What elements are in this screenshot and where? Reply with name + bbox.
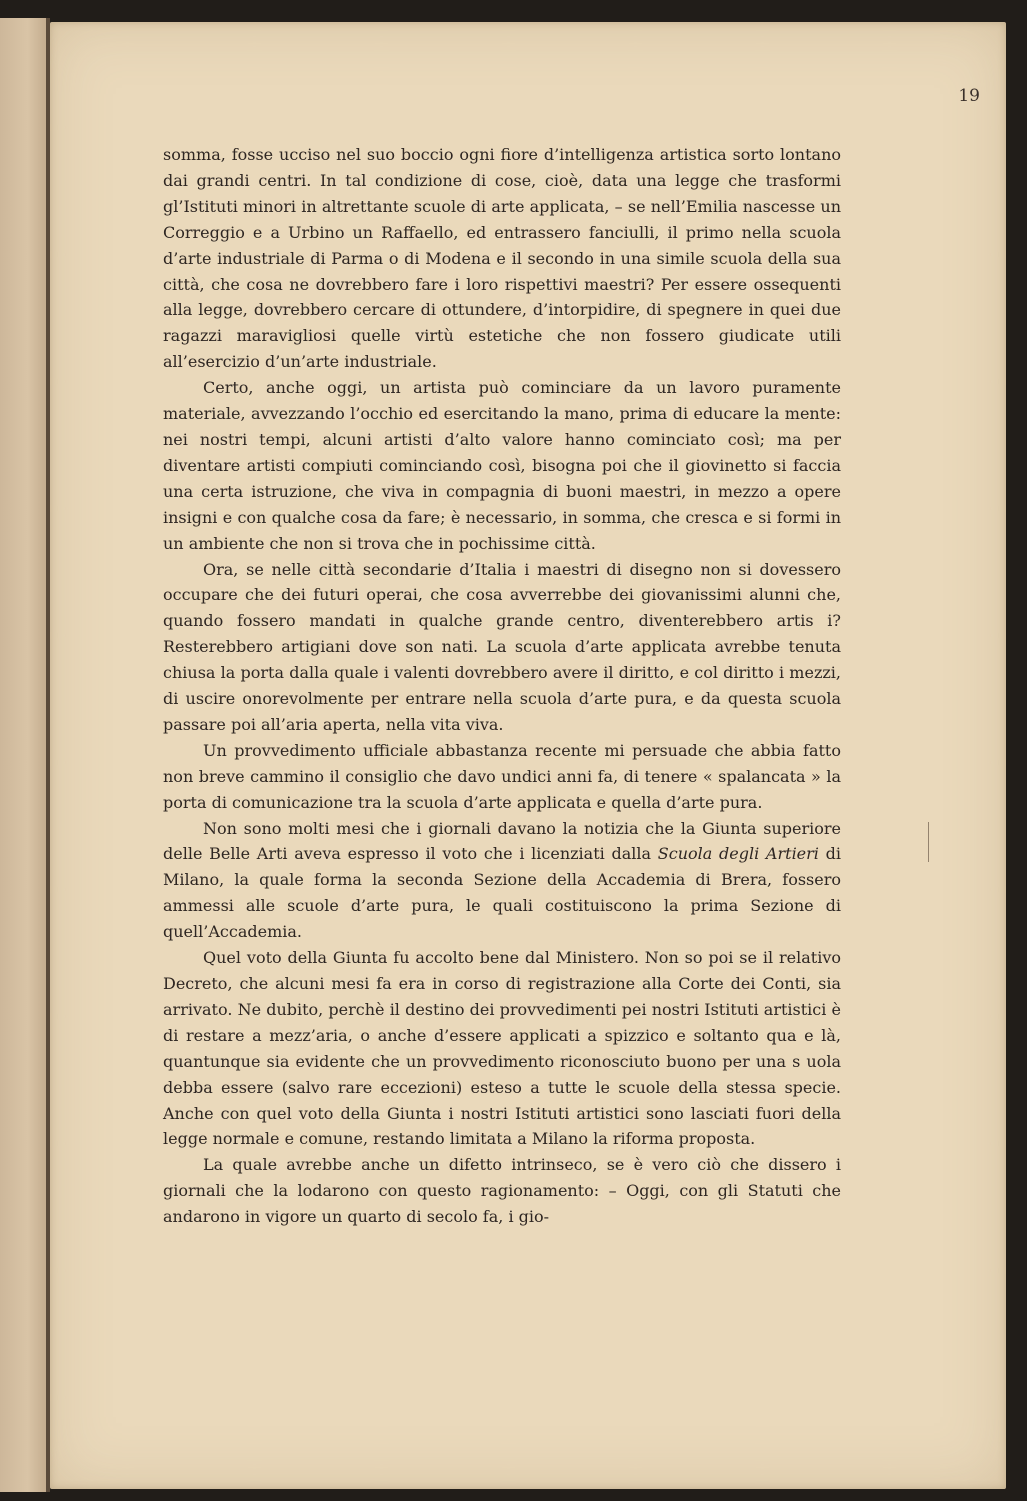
paragraph-2: Certo, anche oggi, un artista può cominciare da un lavoro puramente materiale, avvezzando l’occhio ed esercitando la mano, prima di educare la mente: nei nostri tempi, alcuni artisti d’alto valore hanno cominciato così; ma per diventare artisti compiuti cominciando così, bisogna poi che il giovinetto si faccia una certa istruzione, che viva in compagnia di buoni maestri, in mezzo a opere insigni e con qualche cosa da fare; è necessario, in somma, che cresca e si formi in un ambiente che non si trova che in pochissime città. (163, 378, 841, 553)
paragraph-4: Un provvedimento ufficiale abbastanza recente mi persuade che abbia fatto non breve cammino il consiglio che davo undici anni fa, di tenere « spalancata » la porta di comunicazione tra la scuola d’arte applicata e quella d’arte pura. (163, 740, 841, 812)
paragraph-7: La quale avrebbe anche un difetto intrinseco, se è vero ciò che dissero i giornali che la lodarono con questo ragionamento: – Oggi, con gli Statuti che andarono in vigore un quarto di secolo fa, i gio- (163, 1155, 841, 1227)
paragraph-5-end: di Milano, la quale forma la seconda Sezione della Accademia di Brera, fossero ammessi alle scuole d’arte pura, le quali costituiscono la prima Sezione di quell’Accademia. (163, 844, 842, 942)
paragraph-5 (163, 816, 841, 946)
paragraph-3: Ora, se nelle città secondarie d’Italia i maestri di disegno non si dovessero occupare che dei futuri operai, che cosa avverrebbe dei giovanissimi alunni che, quando fossero mandati in qualche grande centro, diventerebbero artis i? Resterebbero artigiani dove son nati. La scuola d’arte applicata avrebbe tenuta chiusa la porta dalla quale i valenti dovrebbero avere il diritto, e col diritto i mezzi, di uscire onorevolmente per entrare nella scuola d’arte pura, e da questa scuola passare poi all’aria aperta, nella vita viva. (163, 559, 841, 734)
previous-page-edge (0, 18, 46, 1492)
paragraph-5-start: Non sono molti mesi che i giornali davano la notizia che la Giunta superiore delle Belle Arti aveva espresso il voto che i licenziati dalla (163, 818, 841, 864)
book-page (50, 22, 1006, 1489)
paragraph-6: Quel voto della Giunta fu accolto bene dal Ministero. Non so poi se il relativo Decreto, che alcuni mesi fa era in corso di registrazione alla Corte dei Conti, sia arrivato. Ne dubito, perchè il destino dei provvedimenti pei nostri Istituti artistici è di restare a mezz’aria, o anche d’essere applicati a spizzico e soltanto qua e là, quantunque sia evidente che un provvedimento riconosciuto buono per una s uola debba essere (salvo rare eccezioni) esteso a tutte le scuole della stessa specie. Anche con quel voto della Giunta i nostri Istituti artistici sono lasciati fuori della legge normale e comune, restando limitata a Milano la riforma proposta. (163, 948, 841, 1149)
school-name-italic: Scuola degli Artieri (657, 844, 819, 864)
paragraph-1: somma, fosse ucciso nel suo boccio ogni fiore d’intelligenza artistica sorto lontano dai grandi centri. In tal condizione di cose, cioè, data una legge che trasformi gl’Istituti minori in altrettante scuole di arte applicata, – se nell’Emilia nascesse un Correggio e a Urbino un Raffaello, ed entrassero fanciulli, il primo nella scuola d’arte industriale di Parma o di Modena e il secondo in una simile scuola della sua città, che cosa ne dovrebbero fare i loro rispettivi maestri? Per essere ossequenti alla legge, dovrebbero cercare di ottundere, d’intorpidire, di spegnere in quei due ragazzi maravigliosi quelle virtù estetiche che non fossero giudicate utili all’esercizio d’un’arte industriale. (163, 145, 841, 372)
body-text (163, 142, 841, 1230)
margin-mark (928, 822, 929, 862)
page-number: 19 (958, 86, 980, 106)
